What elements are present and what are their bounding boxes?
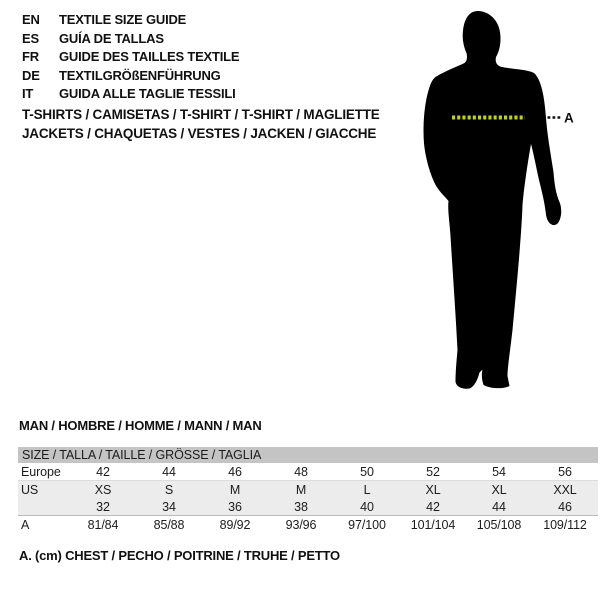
man-section-title: MAN / HOMBRE / HOMME / MANN / MAN: [19, 418, 262, 433]
size-cell: 34: [136, 498, 202, 516]
size-cell: 54: [492, 464, 506, 479]
size-cell: XL: [466, 481, 532, 499]
language-row: [22, 85, 239, 104]
size-cell: 52: [426, 464, 440, 479]
language-row: [22, 67, 239, 86]
size-cell: 48: [294, 464, 308, 479]
size-cell: 81/84: [70, 516, 136, 534]
row-label: Europe: [21, 464, 61, 479]
size-cell: S: [136, 481, 202, 499]
language-row: [22, 11, 239, 30]
language-title: GUÍA DE TALLAS: [59, 30, 164, 46]
language-title: TEXTILGRÖßENFÜHRUNG: [59, 67, 221, 83]
size-table-header-row: [18, 447, 598, 463]
size-cell: 40: [334, 498, 400, 516]
size-cell: 56: [558, 464, 572, 479]
size-cell: L: [334, 481, 400, 499]
language-code: IT: [22, 86, 34, 102]
measure-label-a: A: [564, 110, 574, 126]
language-title-list: [22, 11, 239, 104]
row-label: [18, 498, 70, 516]
size-cell: M: [202, 481, 268, 499]
table-row-numeric: [18, 498, 598, 516]
garment-line-tshirts: T-SHIRTS / CAMISETAS / T-SHIRT / T-SHIRT / MAGLIETTE: [22, 107, 380, 122]
garment-line-jackets: JACKETS / CHAQUETAS / VESTES / JACKEN / GIACCHE: [22, 125, 377, 141]
language-code: EN: [22, 12, 40, 27]
table-row-europe: [18, 463, 598, 481]
size-cell: 85/88: [136, 516, 202, 534]
size-cell: 44: [162, 464, 176, 479]
garment-category-list: [22, 106, 380, 143]
size-cell: 42: [96, 464, 110, 479]
language-title: TEXTILE SIZE GUIDE: [59, 12, 187, 27]
man-silhouette: [424, 11, 562, 389]
size-cell: 93/96: [268, 516, 334, 534]
language-row: [22, 48, 239, 67]
size-cell: 46: [228, 464, 242, 479]
size-cell: 42: [400, 498, 466, 516]
size-cell: XS: [70, 481, 136, 499]
size-table-header: SIZE / TALLA / TAILLE / GRÖSSE / TAGLIA: [18, 447, 598, 463]
size-cell: 36: [202, 498, 268, 516]
language-row: [22, 30, 239, 49]
language-title: GUIDA ALLE TAGLIE TESSILI: [59, 86, 236, 102]
language-code: FR: [22, 49, 39, 65]
size-cell: 50: [360, 464, 374, 479]
size-cell: 38: [268, 498, 334, 516]
language-code: ES: [22, 30, 39, 46]
table-row-chest-a: [18, 516, 598, 534]
man-silhouette-figure: [395, 0, 600, 400]
size-cell: 109/112: [532, 516, 598, 534]
size-cell: 46: [532, 498, 598, 516]
size-cell: XL: [400, 481, 466, 499]
size-cell: 89/92: [202, 516, 268, 534]
size-cell: 44: [466, 498, 532, 516]
row-label: US: [18, 481, 70, 499]
row-label: A: [18, 516, 70, 534]
size-cell: M: [268, 481, 334, 499]
language-title: GUIDE DES TAILLES TEXTILE: [59, 49, 240, 65]
size-cell: 32: [70, 498, 136, 516]
size-cell: 97/100: [334, 516, 400, 534]
size-cell: XXL: [532, 481, 598, 499]
size-cell: 105/108: [466, 516, 532, 534]
table-row-us: [18, 481, 598, 499]
measurement-footnote: A. (cm) CHEST / PECHO / POITRINE / TRUHE / PETTO: [19, 548, 340, 563]
size-cell: 101/104: [400, 516, 466, 534]
size-table: [18, 447, 598, 533]
language-code: DE: [22, 67, 40, 83]
